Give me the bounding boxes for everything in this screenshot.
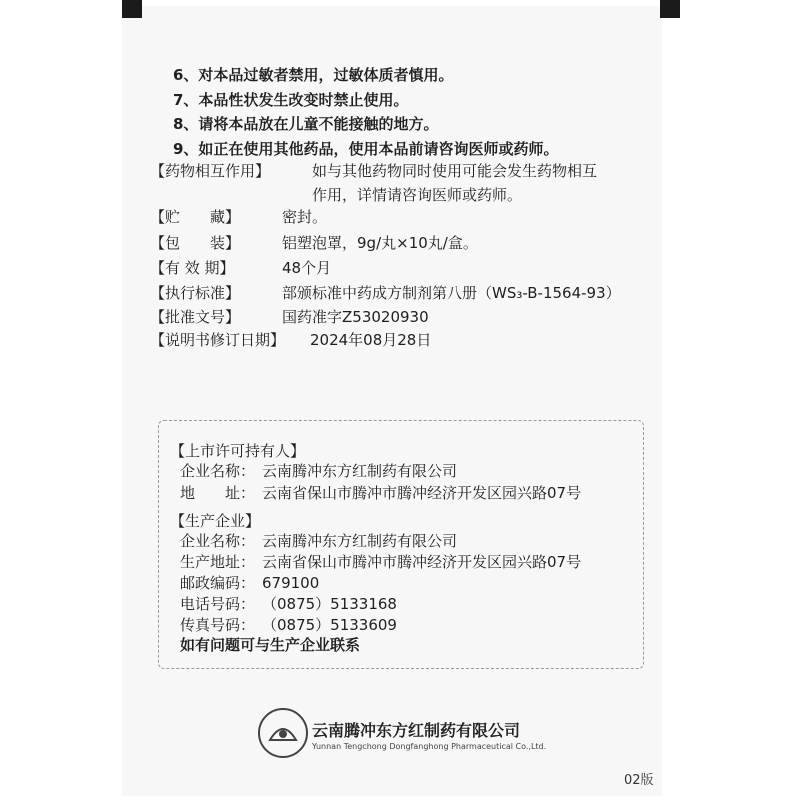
warning-8: 8、请将本品放在儿童不能接触的地方。 <box>173 115 439 133</box>
holder-addr-label: 地 址： <box>180 484 256 502</box>
manufacturer-addr-label: 生产地址： <box>180 553 256 571</box>
contact-note: 如有问题可与生产企业联系 <box>180 636 361 654</box>
warning-6: 6、对本品过敏者禁用，过敏体质者慎用。 <box>173 66 454 84</box>
storage-label: 【贮 藏】 <box>150 208 241 226</box>
phone-value: （0875）5133168 <box>262 595 397 613</box>
validity-label: 【有 效 期】 <box>150 259 235 277</box>
manufacturer-addr: 云南省保山市腾冲市腾冲经济开发区园兴路07号 <box>262 553 582 571</box>
manufacturer-name: 云南腾冲东方红制药有限公司 <box>262 532 458 550</box>
zip-label: 邮政编码： <box>180 574 256 592</box>
revision-label: 【说明书修订日期】 <box>150 331 286 349</box>
validity-value: 48个月 <box>282 259 332 277</box>
holder-name: 云南腾冲东方红制药有限公司 <box>262 462 458 480</box>
fax-label: 传真号码： <box>180 616 256 634</box>
manufacturer-name-label: 企业名称： <box>180 532 256 550</box>
package-value: 铝塑泡罩，9g/丸×10丸/盒。 <box>282 234 478 252</box>
package-label: 【包 装】 <box>150 234 241 252</box>
version-label: 02版 <box>624 773 654 788</box>
company-logo-icon <box>258 708 308 758</box>
logo-emblem-icon <box>260 710 306 756</box>
standard-value: 部颁标准中药成方制剂第八册（WS₃-B-1564-93） <box>282 284 621 302</box>
manufacturer-heading: 【生产企业】 <box>170 512 261 530</box>
zip-value: 679100 <box>262 574 320 592</box>
clip-left <box>122 0 142 18</box>
holder-addr: 云南省保山市腾冲市腾冲经济开发区园兴路07号 <box>262 484 582 502</box>
phone-label: 电话号码： <box>180 595 256 613</box>
interactions-line2: 作用，详情请咨询医师或药师。 <box>312 186 523 204</box>
interactions-label: 【药物相互作用】 <box>150 162 271 180</box>
approval-label: 【批准文号】 <box>150 308 241 326</box>
warning-9: 9、如正在使用其他药品，使用本品前请咨询医师或药师。 <box>173 140 559 158</box>
holder-name-label: 企业名称： <box>180 462 256 480</box>
footer-company-en: Yunnan Tengchong Dongfanghong Pharmaceutical Co.,Ltd. <box>312 742 547 751</box>
approval-value: 国药准字Z53020930 <box>282 308 429 326</box>
revision-value: 2024年08月28日 <box>310 331 432 349</box>
storage-value: 密封。 <box>282 208 328 226</box>
fax-value: （0875）5133609 <box>262 616 397 634</box>
holder-heading: 【上市许可持有人】 <box>170 442 306 460</box>
clip-right <box>660 0 680 18</box>
warning-7: 7、本品性状发生改变时禁止使用。 <box>173 91 409 109</box>
interactions-line1: 如与其他药物同时使用可能会发生药物相互 <box>312 162 598 180</box>
standard-label: 【执行标准】 <box>150 284 241 302</box>
footer-company-zh: 云南腾冲东方红制药有限公司 <box>312 721 521 740</box>
